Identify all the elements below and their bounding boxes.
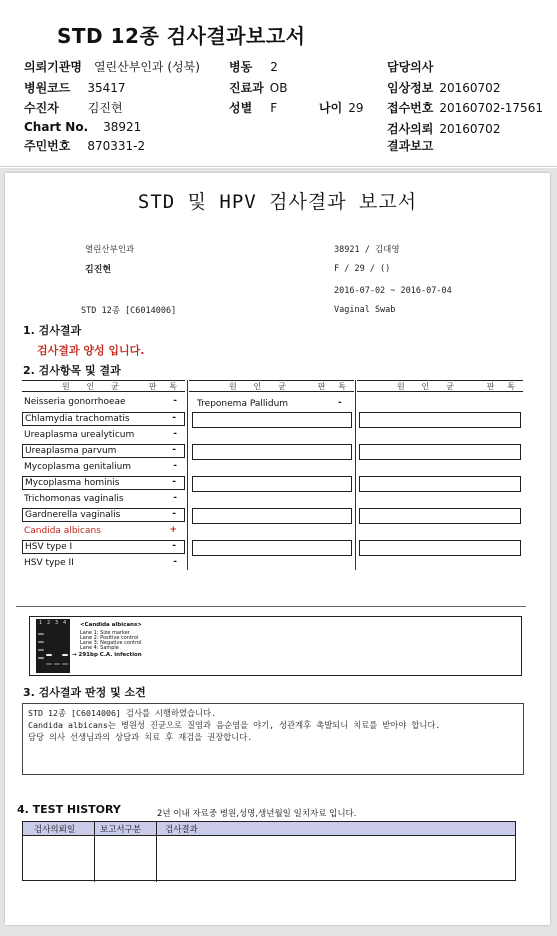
empty-cell [359,508,521,524]
report-clinic: 열린산부인과 [85,245,135,255]
gel-caption-line: Lane 3: Negative control [80,640,142,646]
report-patient: 김진현 [85,265,112,275]
extra-item-name: Treponema Pallidum [197,399,289,409]
extra-item-result: - [338,398,342,408]
history-note: 2년 이내 자료중 병원,성명,생년월일 일치자료 입니다. [157,809,357,819]
history-col-report-type: 보고서구분 [100,825,142,835]
section-opinion-heading: 3. 검사결과 판정 및 소견 [23,686,146,699]
empty-cell [359,540,521,556]
opinion-line: 담당 의사 선생님과의 상담과 치료 후 재검을 권장합니다. [28,732,253,742]
gel-caption-line: Lane 2: Positive control [80,635,139,641]
scanned-report-sheet [5,173,550,925]
empty-cell [192,476,352,492]
result-row: Gardnerella vaginalis - [22,508,185,522]
history-col-request-date: 검사의뢰일 [34,825,76,835]
history-col-result: 검사결과 [165,825,198,835]
field-department: 진료과 OB [229,81,288,95]
field-receipt-no: 접수번호 20160702-17561 [387,101,543,115]
opinion-box [22,703,524,775]
test-history-table [22,821,516,881]
empty-cell [359,476,521,492]
report-header-panel [0,0,557,167]
gel-caption-result: → 291bp C.A. infection [72,652,142,658]
field-clinical-info: 임상정보 20160702 [387,81,501,95]
field-sex: 성별 F [229,101,278,115]
result-row: HSV type II - [24,557,177,568]
field-hospital-code: 병원코드 35417 [24,81,126,95]
section-divider [16,606,526,607]
section-history-heading: 4. TEST HISTORY [17,803,121,816]
empty-cell [192,444,352,460]
field-request-date: 검사의뢰 20160702 [387,122,501,136]
field-patient: 수진자 김진현 [24,101,123,115]
table-header-col2: 원 인 균 판 독 [189,380,354,392]
header-title: STD 12종 검사결과보고서 [57,24,306,48]
empty-cell [192,540,352,556]
gel-electrophoresis-image: 1 2 3 4 [36,619,70,673]
report-chart-doctor: 38921 / 김대영 [334,245,400,255]
opinion-line: STD 12종 [C6014006] 검사를 시행하였습니다. [28,708,217,718]
table-divider [355,380,356,570]
field-doctor: 담당의사 [387,60,434,74]
report-test-name: STD 12종 [C6014006] [81,306,177,316]
table-header-col3: 원 인 균 판 독 [357,380,523,392]
field-resident-no: 주민번호 870331-2 [24,139,146,153]
field-ward: 병동 2 [229,60,278,74]
section-result-heading: 1. 검사결과 [23,324,82,337]
empty-cell [192,508,352,524]
report-sex-age: F / 29 / () [334,264,391,274]
gel-image-box [29,616,522,676]
report-specimen: Vaginal Swab [334,305,396,315]
opinion-line: Candida albicans는 병원성 진균으로 질염과 음순염을 야기, 성관계후 촉발되니 치료를 받아야 합니다. [28,720,441,730]
field-chart-no: Chart No. 38921 [24,120,142,134]
result-row: Mycoplasma hominis - [22,476,185,490]
gel-caption-title: <Candida albicans> [80,622,142,628]
result-row: Trichomonas vaginalis - [24,493,177,504]
report-dates: 2016-07-02 ~ 2016-07-04 [334,286,452,296]
result-row-positive: Candida albicans + [24,525,177,536]
report-title: STD 및 HPV 검사결과 보고서 [137,191,418,213]
table-divider [187,380,188,570]
gel-caption-line: Lane 4: Sample [80,645,119,651]
result-row: Ureaplasma urealyticum - [24,429,177,440]
section-items-heading: 2. 검사항목 및 결과 [23,364,121,377]
gel-caption-line: Lane 1: Size marker [80,630,130,636]
field-report-date: 결과보고 [387,139,434,153]
positive-result-note: 검사결과 양성 입니다. [37,344,145,357]
empty-cell [359,412,521,428]
field-age: 나이 29 [319,101,364,115]
result-row: Mycoplasma genitalium - [24,461,177,472]
result-row: Neisseria gonorrhoeae - [24,396,177,407]
result-row: Ureaplasma parvum - [22,444,185,458]
empty-cell [359,444,521,460]
empty-cell [192,412,352,428]
result-row: Chlamydia trachomatis - [22,412,185,426]
field-institution: 의뢰기관명 열린산부인과 (성북) [24,60,200,74]
table-header-col1: 원 인 균 판 독 [22,380,185,392]
result-row: HSV type I - [22,540,185,554]
